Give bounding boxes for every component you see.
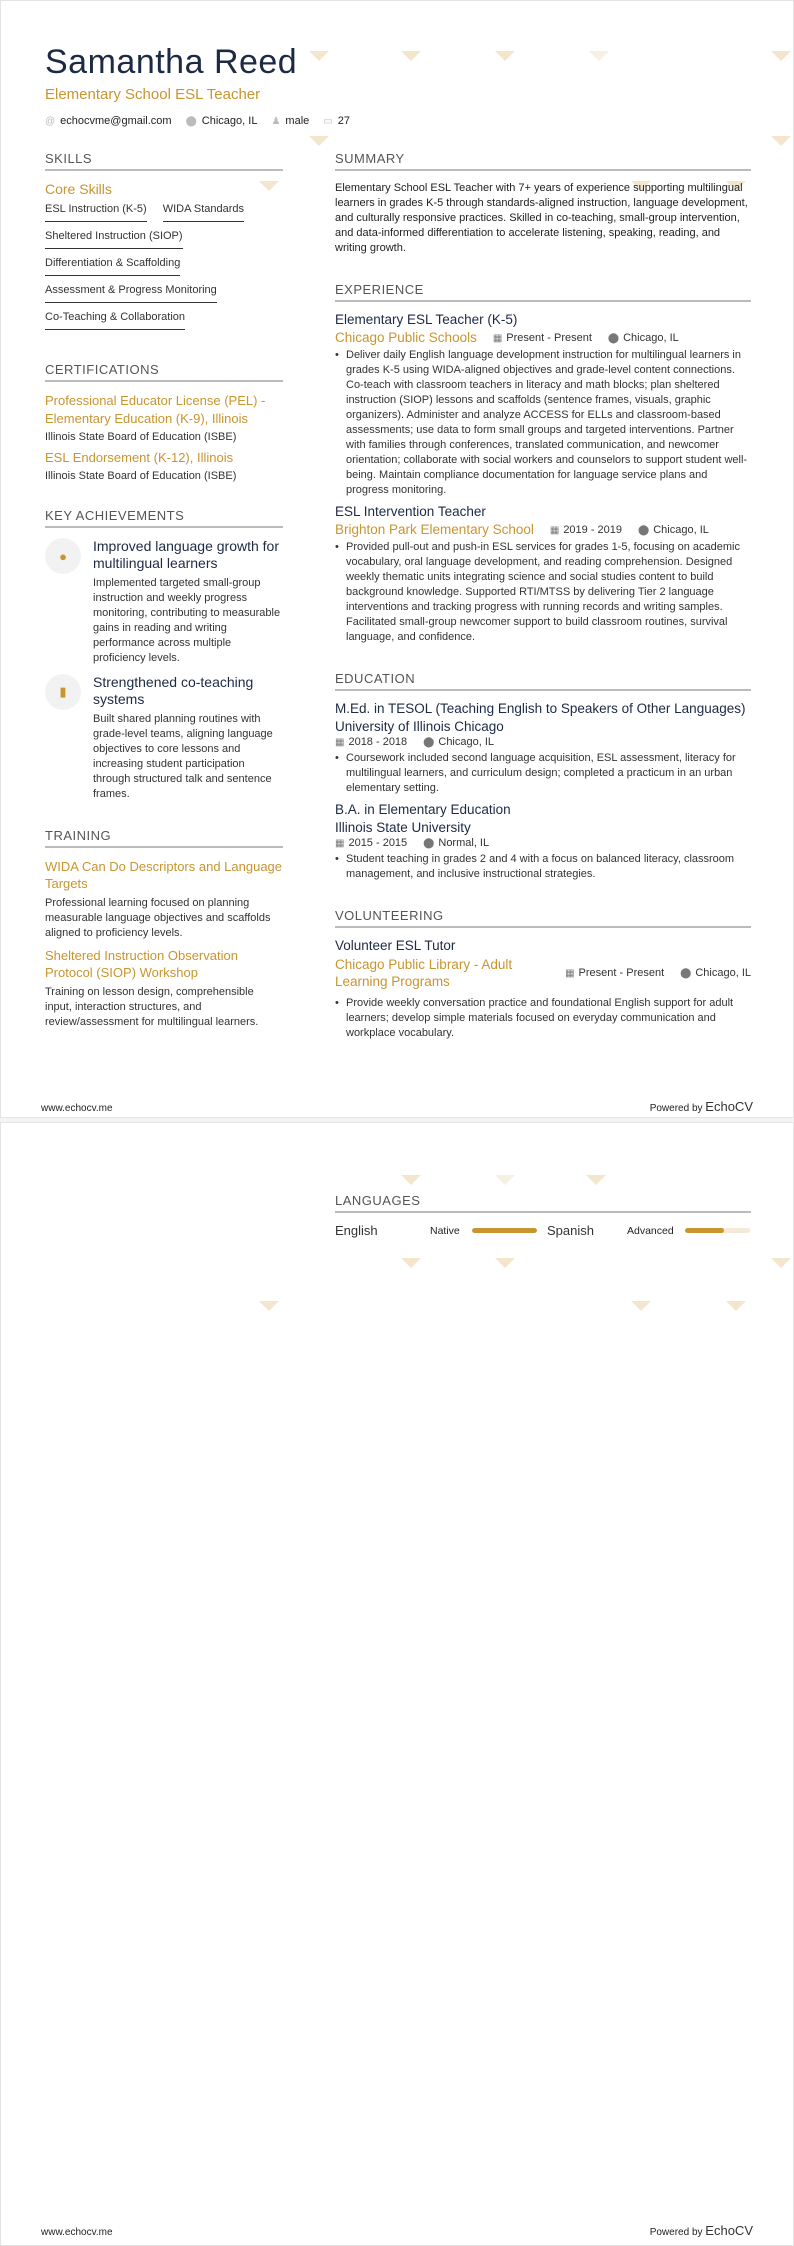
location: Normal, IL	[438, 837, 490, 849]
dates: 2018 - 2018	[348, 736, 408, 748]
resume-page-1	[0, 0, 794, 1118]
location: Chicago, IL	[201, 115, 258, 127]
gender: male	[285, 115, 310, 127]
company: Chicago Public Schools	[335, 330, 477, 345]
school: Illinois State University	[335, 820, 471, 835]
resume-page-2	[0, 1122, 794, 2246]
skill-tag: Sheltered Instruction (SIOP)	[45, 228, 183, 249]
calendar-icon: ▭	[323, 116, 333, 127]
bullet: • Coursework included second language acquisition, ESL assessment, literacy for multilingual learners, and curriculum design; completed a practicum in an urban elementary setting.	[335, 751, 751, 796]
footer-site-link[interactable]: www.echocv.me	[41, 1103, 113, 1114]
location: Chicago, IL	[653, 523, 709, 536]
footer-site-link[interactable]: www.echocv.me	[41, 2227, 113, 2238]
skill-tag: ESL Instruction (K-5)	[45, 201, 147, 222]
document-icon: ▮	[45, 674, 81, 710]
language-bar-fill	[472, 1228, 537, 1233]
dates: 2019 - 2019	[563, 523, 623, 536]
section-heading: VOLUNTEERING	[335, 908, 751, 928]
training-desc: Training on lesson design, comprehensible input, interaction structures, and review/assessment for multilingual learners.	[45, 986, 259, 1028]
languages-section	[335, 1193, 751, 1238]
cert-title: Professional Educator License (PEL) - Elementary Education (K-9), Illinois	[45, 393, 266, 426]
location-pin-icon: ⬤	[638, 524, 650, 536]
language-level: Native	[430, 1224, 460, 1237]
language-bar-fill	[685, 1228, 724, 1233]
dates: 2015 - 2015	[348, 837, 408, 849]
organization: Chicago Public Library - Adult Learning Programs	[335, 957, 513, 989]
achievement-desc: Built shared planning routines with grade-level teams, aligning language objectives to core lessons and increasing student participation through structured talk and sentence frames.	[93, 713, 273, 800]
certifications-section	[45, 362, 283, 482]
cert-title: ESL Endorsement (K-12), Illinois	[45, 450, 234, 465]
calendar-icon: ▦	[335, 737, 345, 748]
calendar-icon: ▦	[492, 332, 503, 344]
check-circle-icon: ●	[45, 538, 81, 574]
section-heading: TRAINING	[45, 828, 283, 848]
location: Chicago, IL	[695, 967, 751, 979]
language-proficiency-bar	[472, 1228, 537, 1233]
volunteering-section	[335, 908, 751, 1041]
section-heading: CERTIFICATIONS	[45, 362, 283, 382]
skill-tag: Differentiation & Scaffolding	[45, 255, 180, 276]
bullet: • Provide weekly conversation practice and foundational English support for adult learners; develop simple materials focused on everyday communication and workplace vocabulary.	[335, 996, 751, 1041]
left-column	[45, 151, 283, 1056]
company: Brighton Park Elementary School	[335, 522, 534, 537]
brand-name: EchoCV	[705, 2223, 753, 2238]
bullet: • Deliver daily English language development instruction for multilingual learners in grades K-5 using WIDA-aligned objectives and grade-level content connections. Co-teach with classroom teachers in literacy and math blocks; plan sheltered instruction (SIOP) lessons and scaffolds (sentence frames, visuals, graphic organizers). Administer and analyze ACCESS for ELLs and classroom-based assessments; use data to form small groups and targeted interventions. Partner with families through conferences, translated communication, and newcomer orientation; collaborate with social workers and counselors to support student well-being. Maintain compliance documentation for language service plans and progress monitoring.	[335, 348, 751, 498]
education-section	[335, 671, 751, 882]
education-entry	[335, 701, 751, 796]
skill-tag: Assessment & Progress Monitoring	[45, 282, 217, 303]
location-pin-icon: ⬤	[423, 838, 435, 849]
achievement-title: Strengthened co-teaching systems	[93, 674, 254, 707]
language-name: English	[335, 1223, 378, 1238]
training-title: Sheltered Instruction Observation Protocol (SIOP) Workshop	[45, 948, 238, 980]
skill-group-title: Core Skills	[45, 181, 112, 197]
summary-text: Elementary School ESL Teacher with 7+ years of experience supporting multilingual learners in grades K-5 through standards-aligned instruction, language development, and culturally responsive practices. Skilled in co-teaching, small-group intervention, and data-informed differentiation to accelerate listening, speaking, reading, and writing growth.	[335, 182, 748, 254]
section-heading: KEY ACHIEVEMENTS	[45, 508, 283, 528]
experience-section	[335, 282, 751, 645]
job-title: Elementary School ESL Teacher	[45, 86, 261, 103]
role-title: Elementary ESL Teacher (K-5)	[335, 312, 518, 327]
dates: Present - Present	[506, 331, 592, 344]
role-title: ESL Intervention Teacher	[335, 504, 486, 519]
role-title: Volunteer ESL Tutor	[335, 938, 456, 953]
achievement-title: Improved language growth for multilingual learners	[93, 538, 279, 571]
language-proficiency-bar	[685, 1228, 750, 1233]
calendar-icon: ▦	[549, 524, 560, 536]
language-level: Advanced	[627, 1224, 674, 1237]
experience-entry	[335, 504, 751, 645]
cert-issuer: Illinois State Board of Education (ISBE)	[45, 470, 237, 482]
skills-section	[45, 151, 283, 336]
achievement-item	[45, 538, 283, 666]
location: Chicago, IL	[438, 736, 495, 748]
calendar-icon: ▦	[335, 838, 345, 849]
powered-by-label: Powered by	[649, 2227, 703, 2238]
calendar-icon: ▦	[565, 968, 575, 979]
cert-issuer: Illinois State Board of Education (ISBE)	[45, 431, 237, 443]
volunteer-entry	[335, 938, 751, 1041]
education-entry	[335, 802, 751, 882]
section-heading: SKILLS	[45, 151, 283, 171]
at-icon: @	[45, 116, 56, 127]
degree: B.A. in Elementary Education	[335, 802, 511, 817]
section-heading: SUMMARY	[335, 151, 751, 171]
degree: M.Ed. in TESOL (Teaching English to Speakers of Other Languages)	[335, 701, 746, 716]
achievement-desc: Implemented targeted small-group instruction and weekly progress monitoring, contributing to measurable gains in reading and writing performance across multiple proficiency levels.	[93, 577, 281, 664]
achievements-section	[45, 508, 283, 802]
bullet: • Provided pull-out and push-in ESL services for grades 1-5, focusing on academic vocabulary, oral language development, and reading comprehension. Designed weekly thematic units integrating science and social studies content to build background knowledge. Supported RTI/MTSS by delivering Tier 2 language interventions and tracking progress with running records and writing samples. Facilitated small-group newcomer support to build classroom routines, survival language, and confidence.	[335, 540, 751, 645]
location-pin-icon: ⬤	[185, 116, 197, 127]
powered-by	[650, 2223, 753, 2238]
location-pin-icon: ⬤	[607, 332, 620, 344]
section-heading: EDUCATION	[335, 671, 751, 691]
school: University of Illinois Chicago	[335, 719, 504, 734]
location-pin-icon: ⬤	[680, 968, 692, 979]
summary-section	[335, 151, 751, 256]
bullet: • Student teaching in grades 2 and 4 with a focus on balanced literacy, classroom management, and inclusive instructional strategies.	[335, 852, 751, 882]
experience-entry	[335, 312, 751, 498]
skill-tag: WIDA Standards	[163, 201, 244, 222]
skill-tag: Co-Teaching & Collaboration	[45, 309, 185, 330]
training-section	[45, 828, 283, 1030]
training-title: WIDA Can Do Descriptors and Language Targets	[45, 859, 283, 891]
candidate-name: Samantha Reed	[45, 43, 298, 81]
location-pin-icon: ⬤	[423, 737, 435, 748]
email[interactable]: echocvme@gmail.com	[60, 115, 172, 127]
powered-by-label: Powered by	[649, 1103, 703, 1114]
training-desc: Professional learning focused on planning measurable language objectives and scaffolds aligned to proficiency levels.	[45, 897, 271, 939]
section-heading: LANGUAGES	[335, 1193, 751, 1213]
age: 27	[337, 115, 350, 127]
dates: Present - Present	[578, 967, 665, 979]
powered-by	[650, 1099, 753, 1114]
person-icon: ♟	[271, 116, 281, 127]
resume-header	[45, 43, 350, 127]
achievement-item	[45, 674, 283, 802]
location: Chicago, IL	[623, 331, 679, 344]
section-heading: EXPERIENCE	[335, 282, 751, 302]
language-name: Spanish	[547, 1223, 594, 1238]
brand-name: EchoCV	[705, 1099, 753, 1114]
contact-row	[45, 115, 350, 127]
right-column	[335, 151, 751, 1067]
